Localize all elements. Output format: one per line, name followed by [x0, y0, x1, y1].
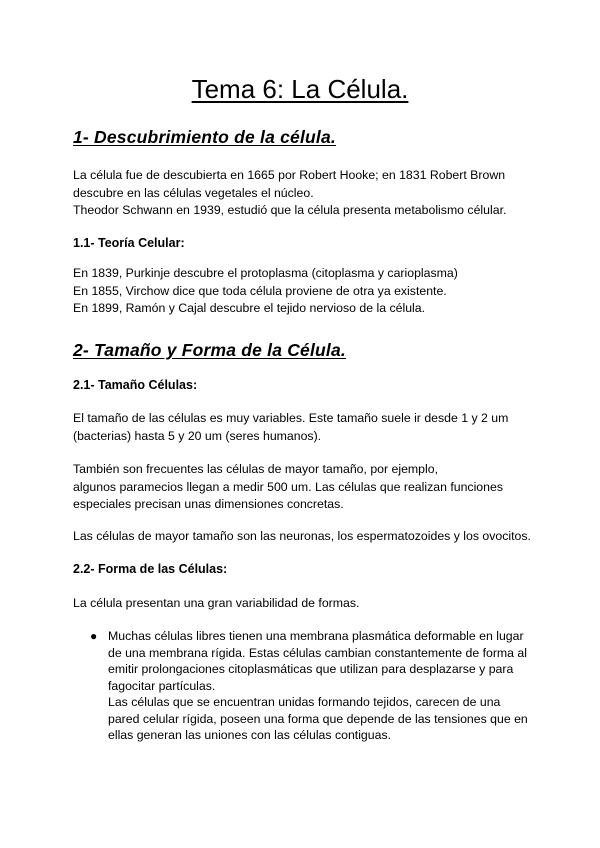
subsection-2-1-heading: 2.1- Tamaño Células:	[73, 378, 198, 392]
bullet-text	[108, 628, 538, 744]
subsection-2-2-heading: 2.2- Forma de las Células:	[73, 562, 228, 576]
section-2-heading: 2- Tamaño y Forma de la Célula.	[73, 340, 346, 360]
section-1-paragraph	[73, 167, 533, 220]
paragraph-line: pared celular rígida, poseen una forma que depende de las tensiones que en	[108, 711, 528, 726]
paragraph-line: emitir prolongaciones citoplasmáticas que utilizan para desplazarse y para	[108, 662, 514, 676]
paragraph-line: algunos paramecios llegan a medir 500 um. Las células que realizan funciones	[73, 479, 503, 494]
paragraph-line: Muchas células libres tienen una membrana plasmática deformable en lugar	[108, 629, 524, 643]
subsection-2-1-paragraph-3	[73, 528, 533, 546]
paragraph-line: En 1899, Ramón y Cajal descubre el tejido nervioso de la célula.	[73, 301, 426, 315]
subsection-2-1-paragraph-1	[73, 410, 533, 445]
paragraph-line: En 1839, Purkinje descubre el protoplasma (citoplasma y carioplasma)	[73, 266, 458, 280]
paragraph-line: También son frecuentes las células de mayor tamaño, por ejemplo,	[73, 462, 438, 476]
paragraph-line: La célula presentan una gran variabilidad de formas.	[73, 596, 360, 610]
paragraph-line: ellas generan las uniones con las células contiguas.	[108, 728, 392, 742]
subsection-2-1-paragraph-2	[73, 461, 533, 514]
paragraph-line: Las células de mayor tamaño son las neuronas, los espermatozoides y los ovocitos.	[73, 529, 531, 543]
subsection-1-1-heading: 1.1- Teoría Celular:	[73, 236, 185, 250]
subsection-1-1-list	[73, 265, 533, 318]
section-1-heading: 1- Descubrimiento de la célula.	[73, 127, 336, 147]
paragraph-line: fagocitar partículas.	[108, 678, 216, 693]
paragraph-line: En 1855, Virchow dice que toda célula proviene de otra ya existente.	[73, 283, 447, 298]
paragraph-line: Theodor Schwann en 1939, estudió que la célula presenta metabolismo célular.	[73, 203, 507, 217]
paragraph-line: El tamaño de las células es muy variables. Este tamaño suele ir desde 1 y 2 um	[73, 411, 509, 425]
paragraph-line: (bacterias) hasta 5 y 20 um (seres humanos).	[73, 428, 322, 443]
bullet-icon: ●	[90, 629, 98, 643]
subsection-2-2-intro	[73, 595, 533, 613]
page-title: Tema 6: La Célula.	[191, 74, 409, 104]
paragraph-line: descubre en las células vegetales el núcleo.	[73, 185, 314, 200]
paragraph-line: especiales precisan unas dimensiones concretas.	[73, 497, 344, 511]
paragraph-line: Las células que se encuentran unidas formando tejidos, carecen de una	[108, 695, 501, 709]
paragraph-line: de una membrana rígida. Estas células cambian constantemente de forma al	[108, 645, 528, 660]
paragraph-line: La célula fue de descubierta en 1665 por Robert Hooke; en 1831 Robert Brown	[73, 168, 506, 182]
